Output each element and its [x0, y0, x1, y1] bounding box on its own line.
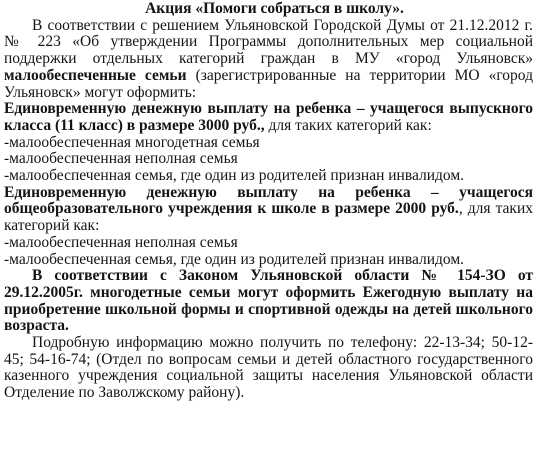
benefit-1-text: для таких категорий как:	[264, 116, 432, 134]
law-bold: В соответствии с Законом Ульяновской области № 154-ЗО от 29.12.2005г. многодетные семьи могут оформить Ежегодную выплату на приобретение школьной формы и спортивной одежды на детей школьного возраста.	[4, 267, 533, 335]
benefit-1-category-2: -малообеспеченная неполная семья	[4, 150, 238, 168]
benefit-1-category-1: -малообеспеченная многодетная семья	[4, 133, 260, 151]
benefit-1-category-3: -малообеспеченная семья, где один из родителей признан инвалидом.	[4, 167, 465, 185]
intro-paragraph	[4, 18, 533, 102]
document-page	[4, 1, 533, 402]
benefit-1-paragraph	[4, 101, 533, 134]
benefit-2-text: , для таких категорий как:	[4, 200, 533, 235]
benefit-2-bold: Единовременную денежную выплату на ребенка – учащегося общеобразовательного учреждения к школе в размере 2000 руб.	[4, 183, 533, 218]
intro-bold-families: малообеспеченные семьи	[4, 66, 187, 84]
benefit-2-category-2: -малообеспеченная семья, где один из родителей признан инвалидом.	[4, 250, 465, 268]
intro-text-end: (зарегистрированные на территории МО «город Ульяновск» могут оформить:	[4, 66, 533, 101]
law-paragraph	[4, 268, 533, 335]
document-title: Акция «Помоги собраться в школу».	[145, 0, 404, 17]
benefit-2-paragraph	[4, 185, 533, 235]
intro-text-start: В соответствии с решением Ульяновской Городской Думы от 21.12.2012 г. № 223 «Об утверждении Программы дополнительных мер социальной поддержки отдельных категорий граждан в МУ «город Ульяновск»	[4, 16, 533, 68]
contact-paragraph: Подробную информацию можно получить по телефону: 22-13-34; 50-12-45; 54-16-74; (Отдел по вопросам семьи и детей областного государственного казенного учреждения социальной защиты населения Ульяновской области Отделение по Заволжскому району).	[4, 334, 533, 402]
benefit-2-category-1: -малообеспеченная неполная семья	[4, 233, 238, 251]
benefit-1-bold: Единовременную денежную выплату на ребенка – учащегося выпускного класса (11 класс) в размере 3000 руб.,	[4, 100, 533, 134]
